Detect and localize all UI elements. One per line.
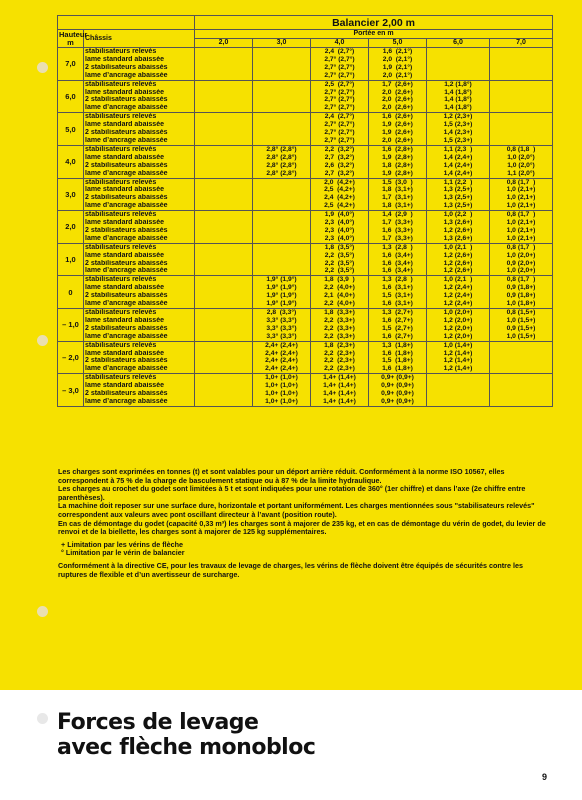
table-row xyxy=(58,145,553,178)
reach-column-header: 5,0 xyxy=(369,39,427,48)
page-heading xyxy=(57,710,315,760)
chassis-cell xyxy=(84,309,195,342)
load-value-cell: 0,8 (1,7 ) 1,0 (2,1+) 1,0 (2,1+) 1,0 (2,1+) xyxy=(490,178,553,211)
header-blank xyxy=(58,16,195,30)
reach-column-header: 7,0 xyxy=(490,39,553,48)
load-value-cell: 1,0 (2,2 ) 1,3 (2,6+) 1,2 (2,6+) 1,3 (2,6+) xyxy=(427,211,490,244)
chassis-cell xyxy=(84,211,195,244)
load-value-cell xyxy=(490,48,553,81)
chassis-label: stabilisateurs relevés xyxy=(85,211,157,219)
load-value-cell: 1,0 (2,1 ) 1,2 (2,4+) 1,2 (2,4+) 1,2 (2,4+) xyxy=(427,276,490,309)
load-value-cell xyxy=(253,211,311,244)
load-value-cell: 1,0+ (1,0+) 1,0+ (1,0+) 1,0+ (1,0+) 1,0+ (1,0+) xyxy=(253,374,311,407)
chassis-label: lame d’ancrage abaissée xyxy=(85,267,168,275)
reach-column-header: 4,0 xyxy=(311,39,369,48)
load-value-cell: 0,8 (1,8 ) 1,0 (2,0°) 1,0 (2,0°) 1,1 (2,0°) xyxy=(490,145,553,178)
chassis-label: stabilisateurs relevés xyxy=(85,341,157,349)
table-title: Balancier 2,00 m xyxy=(195,16,553,30)
load-value-cell: 1,6 (2,6+) 1,9 (2,6+) 1,9 (2,6+) 2,0 (2,6+) xyxy=(369,113,427,146)
chassis-label: 2 stabilisateurs abaissés xyxy=(85,96,168,104)
load-value-cell: 0,8 (1,5+) 1,0 (1,5+) 0,9 (1,5+) 1,0 (1,5+) xyxy=(490,309,553,342)
table-row xyxy=(58,178,553,211)
height-cell: 7,0 xyxy=(58,48,84,81)
load-value-cell xyxy=(490,113,553,146)
chassis-label: lame d’ancrage abaissée xyxy=(85,332,168,340)
load-value-cell xyxy=(195,243,253,276)
chassis-label: 2 stabilisateurs abaissés xyxy=(85,390,168,398)
height-cell: 4,0 xyxy=(58,145,84,178)
height-cell: 0 xyxy=(58,276,84,309)
chassis-label: stabilisateurs relevés xyxy=(85,276,157,284)
load-value-cell: 1,3 (2,7+) 1,6 (2,7+) 1,5 (2,7+) 1,6 (2,7+) xyxy=(369,309,427,342)
chassis-label: 2 stabilisateurs abaissés xyxy=(85,161,168,169)
load-value-cell xyxy=(490,341,553,374)
chassis-label: lame standard abaissée xyxy=(85,153,164,161)
load-value-cell: 1,3 (2,8 ) 1,6 (3,4+) 1,6 (3,4+) 1,6 (3,4+) xyxy=(369,243,427,276)
load-value-cell xyxy=(427,48,490,81)
height-cell: 2,0 xyxy=(58,211,84,244)
load-value-cell: 1,9 (4,0°) 2,3 (4,0°) 2,3 (4,0°) 2,3 (4,0°) xyxy=(311,211,369,244)
chassis-label: 2 stabilisateurs abaissés xyxy=(85,357,168,365)
chassis-cell xyxy=(84,178,195,211)
load-value-cell: 1,1 (2,2 ) 1,3 (2,5+) 1,3 (2,5+) 1,3 (2,5+) xyxy=(427,178,490,211)
load-value-cell: 1,1 (2,3 ) 1,4 (2,4+) 1,4 (2,4+) 1,4 (2,4+) xyxy=(427,145,490,178)
chassis-label: stabilisateurs relevés xyxy=(85,243,157,251)
chassis-label: lame d’ancrage abaissée xyxy=(85,234,168,242)
load-value-cell: 1,0 (2,0+) 1,2 (2,0+) 1,2 (2,0+) 1,2 (2,0+) xyxy=(427,309,490,342)
reach-header: Portée en m xyxy=(195,30,553,39)
chassis-cell xyxy=(84,243,195,276)
table-row xyxy=(58,80,553,113)
load-value-cell xyxy=(253,80,311,113)
heading-line-2: avec flèche monobloc xyxy=(57,735,316,760)
table-row xyxy=(58,374,553,407)
load-value-cell xyxy=(195,341,253,374)
load-value-cell: 1,6 (2,8+) 1,9 (2,8+) 1,8 (2,8+) 1,9 (2,8+) xyxy=(369,145,427,178)
load-value-cell: 2,4 (2,7°) 2,7° (2,7°) 2,7° (2,7°) 2,7° (2,7°) xyxy=(311,113,369,146)
chassis-label: stabilisateurs relevés xyxy=(85,113,157,121)
load-value-cell xyxy=(427,374,490,407)
load-value-cell: 1,5 (3,0 ) 1,8 (3,1+) 1,7 (3,1+) 1,8 (3,1+) xyxy=(369,178,427,211)
load-value-cell: 0,8 (1,7 ) 1,0 (2,0+) 0,9 (2,0+) 1,0 (2,0+) xyxy=(490,243,553,276)
note-paragraph: Conformément à la directive CE, pour les travaux de levage de charges, les vérins de flèche doivent être équipés de sécurités contre les ruptures de flexible et d’un avertisseur de surcharge. xyxy=(58,560,523,579)
load-value-cell: 2,5 (2,7°) 2,7° (2,7°) 2,7° (2,7°) 2,7° (2,7°) xyxy=(311,80,369,113)
chassis-label: 2 stabilisateurs abaissés xyxy=(85,63,168,71)
binder-hole xyxy=(37,606,48,617)
height-cell: 1,0 xyxy=(58,243,84,276)
load-value-cell: 1,8 (3,3+) 2,2 (3,3+) 2,2 (3,3+) 2,2 (3,3+) xyxy=(311,309,369,342)
chassis-label: lame standard abaissée xyxy=(85,284,164,292)
chassis-label: 2 stabilisateurs abaissés xyxy=(85,194,168,202)
chassis-label: 2 stabilisateurs abaissés xyxy=(85,259,168,267)
reach-column-header: 2,0 xyxy=(195,39,253,48)
legend xyxy=(58,541,550,558)
chassis-label: stabilisateurs relevés xyxy=(85,374,157,382)
chassis-label: lame d’ancrage abaissée xyxy=(85,104,168,112)
page-number: 9 xyxy=(542,772,548,782)
binder-hole xyxy=(37,62,48,73)
chassis-cell xyxy=(84,113,195,146)
chassis-label: lame standard abaissée xyxy=(85,88,164,96)
chassis-label: stabilisateurs relevés xyxy=(85,178,157,186)
chassis-label: lame standard abaissée xyxy=(85,316,164,324)
heading-line-1: Forces de levage xyxy=(57,710,259,735)
load-value-cell: 2,2 (3,2°) 2,7 (3,2°) 2,6 (3,2°) 2,7 (3,2°) xyxy=(311,145,369,178)
legend-degree: ° Limitation par le vérin de balancier xyxy=(61,548,185,558)
chassis-label: lame standard abaissée xyxy=(85,349,164,357)
load-value-cell: 1,4+ (1,4+) 1,4+ (1,4+) 1,4+ (1,4+) 1,4+ (1,4+) xyxy=(311,374,369,407)
table-row xyxy=(58,276,553,309)
chassis-label: lame d’ancrage abaissée xyxy=(85,136,168,144)
load-value-cell xyxy=(195,374,253,407)
chassis-cell xyxy=(84,374,195,407)
height-cell: – 3,0 xyxy=(58,374,84,407)
notes-block xyxy=(58,468,550,579)
table-row xyxy=(58,243,553,276)
height-cell: 6,0 xyxy=(58,80,84,113)
chassis-label: lame d’ancrage abaissée xyxy=(85,300,168,308)
load-value-cell: 1,8 (2,3+) 2,2 (2,3+) 2,2 (2,3+) 2,2 (2,3+) xyxy=(311,341,369,374)
load-value-cell: 1,7 (2,6+) 2,0 (2,6+) 2,0 (2,6+) 2,0 (2,6+) xyxy=(369,80,427,113)
load-value-cell xyxy=(195,80,253,113)
chassis-label: lame d’ancrage abaissée xyxy=(85,71,168,79)
chassis-label: stabilisateurs relevés xyxy=(85,145,157,153)
load-value-cell xyxy=(195,276,253,309)
chassis-cell xyxy=(84,341,195,374)
chassis-label: lame standard abaissée xyxy=(85,251,164,259)
note-paragraph: En cas de démontage du godet (capacité 0,33 m³) les charges sont à majorer de 235 kg, et en cas de démontage du vérin de godet, du levier de renvoi et de la biellette, les charges sont à majorer de 125 kg supplémentaires. xyxy=(58,518,546,537)
table-row xyxy=(58,309,553,342)
load-value-cell: 1,4 (2,9 ) 1,7 (3,3+) 1,6 (3,3+) 1,7 (3,3+) xyxy=(369,211,427,244)
load-value-cell: 1,2 (2,3+) 1,5 (2,3+) 1,4 (2,3+) 1,5 (2,3+) xyxy=(427,113,490,146)
load-value-cell xyxy=(253,113,311,146)
reach-column-header: 3,0 xyxy=(253,39,311,48)
note-paragraph: La machine doit reposer sur une surface dure, horizontale et portant uniformément. Les charges mentionnées sous "stabilisateurs relevés" correspondent aux valeurs avec pont oscillant directeur à l’avant (position route). xyxy=(58,501,535,519)
note-paragraph: Les charges sont exprimées en tonnes (t) et sont valables pour un déport arrière réduit. Conformément à la norme ISO 10567, elles correspondent à 75 % de la charge de basculement statique ou à 87 % de la limite hydraulique. xyxy=(58,467,505,485)
load-value-cell: 2,8 (3,3°) 3,3° (3,3°) 3,3° (3,3°) 3,3° (3,3°) xyxy=(253,309,311,342)
load-value-cell: 1,0 (1,4+) 1,2 (1,4+) 1,2 (1,4+) 1,2 (1,4+) xyxy=(427,341,490,374)
note-paragraph: Les charges au crochet du godet sont limitées à 5 t et sont indiquées pour une rotation de 360° (1er chiffre) et dans l’axe (2e chiffre entre parenthèses). xyxy=(58,484,526,502)
table-row xyxy=(58,211,553,244)
load-value-cell xyxy=(490,374,553,407)
load-value-cell: 1,0 (2,1 ) 1,2 (2,6+) 1,2 (2,6+) 1,2 (2,6+) xyxy=(427,243,490,276)
load-value-cell: 1,8 (3,5°) 2,2 (3,5°) 2,2 (3,5°) 2,2 (3,5°) xyxy=(311,243,369,276)
load-value-cell: 1,3 (1,8+) 1,6 (1,8+) 1,5 (1,8+) 1,6 (1,8+) xyxy=(369,341,427,374)
table-row xyxy=(58,48,553,81)
load-value-cell xyxy=(490,80,553,113)
table-row xyxy=(58,341,553,374)
chassis-label: lame standard abaissée xyxy=(85,382,164,390)
chassis-label: lame standard abaissée xyxy=(85,55,164,63)
chassis-label: stabilisateurs relevés xyxy=(85,80,157,88)
chassis-label: lame d’ancrage abaissée xyxy=(85,202,168,210)
load-value-cell xyxy=(195,309,253,342)
chassis-label: lame standard abaissée xyxy=(85,219,164,227)
load-value-cell: 2,0 (4,2+) 2,5 (4,2+) 2,4 (4,2+) 2,5 (4,2+) xyxy=(311,178,369,211)
height-cell: – 2,0 xyxy=(58,341,84,374)
load-value-cell xyxy=(253,178,311,211)
binder-hole xyxy=(37,713,48,724)
height-cell: 3,0 xyxy=(58,178,84,211)
chassis-label: 2 stabilisateurs abaissés xyxy=(85,129,168,137)
load-value-cell xyxy=(195,178,253,211)
height-cell: 5,0 xyxy=(58,113,84,146)
load-value-cell: 1,6 (2,1°) 2,0 (2,1°) 1,9 (2,1°) 2,0 (2,1°) xyxy=(369,48,427,81)
chassis-label: lame d’ancrage abaissée xyxy=(85,397,168,405)
load-value-cell: 1,8 (3,9 ) 2,2 (4,0+) 2,1 (4,0+) 2,2 (4,0+) xyxy=(311,276,369,309)
load-value-cell xyxy=(195,211,253,244)
chassis-label: stabilisateurs relevés xyxy=(85,309,157,316)
load-value-cell: 1,9° (1,9°) 1,9° (1,9°) 1,9° (1,9°) 1,9° (1,9°) xyxy=(253,276,311,309)
load-value-cell xyxy=(253,48,311,81)
load-value-cell xyxy=(195,113,253,146)
chassis-label: lame d’ancrage abaissée xyxy=(85,365,168,373)
chassis-label: lame d’ancrage abaissée xyxy=(85,169,168,177)
chassis-label: lame standard abaissée xyxy=(85,121,164,129)
col-chassis-header: Châssis xyxy=(84,30,195,48)
height-cell: – 1,0 xyxy=(58,309,84,342)
chassis-label: stabilisateurs relevés xyxy=(85,48,157,55)
load-value-cell: 1,3 (2,8 ) 1,6 (3,1+) 1,5 (3,1+) 1,6 (3,1+) xyxy=(369,276,427,309)
load-value-cell: 2,8° (2,8°) 2,8° (2,8°) 2,8° (2,8°) 2,8° (2,8°) xyxy=(253,145,311,178)
load-value-cell: 1,2 (1,8°) 1,4 (1,8°) 1,4 (1,8°) 1,4 (1,8°) xyxy=(427,80,490,113)
chassis-label: lame standard abaissée xyxy=(85,186,164,194)
table-row xyxy=(58,113,553,146)
binder-hole xyxy=(37,335,48,346)
legend-plus: + Limitation par les vérins de flèche xyxy=(61,539,184,549)
load-value-cell: 0,8 (1,7 ) 0,9 (1,8+) 0,9 (1,8+) 1,0 (1,8+) xyxy=(490,276,553,309)
load-value-cell xyxy=(253,243,311,276)
load-value-cell: 0,9+ (0,9+) 0,9+ (0,9+) 0,9+ (0,9+) 0,9+ (0,9+) xyxy=(369,374,427,407)
lifting-capacity-table xyxy=(57,15,553,407)
chassis-label: 2 stabilisateurs abaissés xyxy=(85,226,168,234)
reach-column-header: 6,0 xyxy=(427,39,490,48)
chassis-cell xyxy=(84,145,195,178)
load-value-cell: 0,8 (1,7 ) 1,0 (2,1+) 1,0 (2,1+) 1,0 (2,1+) xyxy=(490,211,553,244)
chassis-label: 2 stabilisateurs abaissés xyxy=(85,292,168,300)
chassis-cell xyxy=(84,48,195,81)
chassis-cell xyxy=(84,276,195,309)
load-value-cell: 2,4 (2,7°) 2,7° (2,7°) 2,7° (2,7°) 2,7° (2,7°) xyxy=(311,48,369,81)
load-value-cell xyxy=(195,145,253,178)
load-value-cell xyxy=(195,48,253,81)
col-height-header: Hauteur m xyxy=(59,29,88,47)
load-value-cell: 2,4+ (2,4+) 2,4+ (2,4+) 2,4+ (2,4+) 2,4+ (2,4+) xyxy=(253,341,311,374)
chassis-cell xyxy=(84,80,195,113)
chassis-label: 2 stabilisateurs abaissés xyxy=(85,324,168,332)
